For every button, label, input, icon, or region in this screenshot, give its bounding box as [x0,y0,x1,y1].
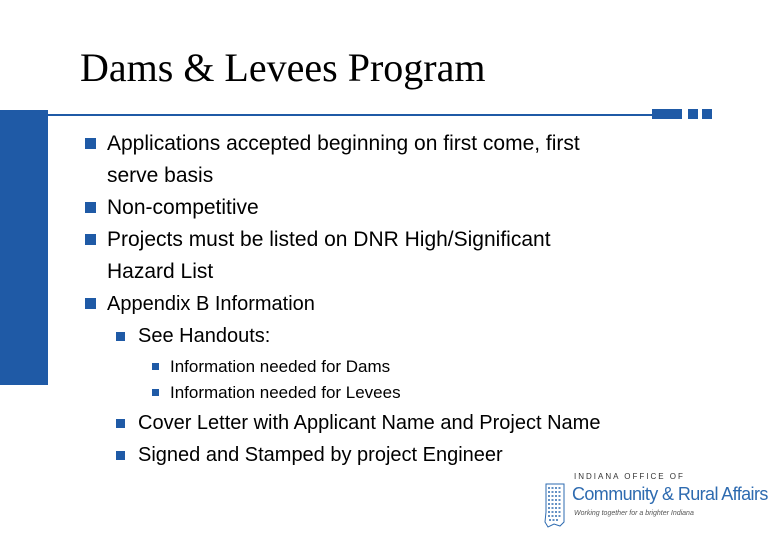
bullet-line: Projects must be listed on DNR High/Significant [107,228,551,251]
bullet-line: Appendix B Information [107,293,315,315]
bullet-square-icon [152,363,159,370]
rule-end-block [702,109,712,119]
logo-text-line: Working together for a brighter Indiana [574,510,694,517]
slide-title: Dams & Levees Program [80,45,486,90]
sub-sub-bullet-line: Information needed for Levees [170,383,401,402]
sub-sub-bullet-item [170,353,390,381]
sub-bullet-line: Signed and Stamped by project Engineer [138,444,503,466]
bullet-square-icon [116,451,125,460]
rule-end-block [688,109,698,119]
sub-bullet-item [138,439,503,471]
bullet-line: serve basis [107,164,214,187]
bullet-square-icon [85,138,96,149]
bullet-item [107,128,580,192]
bullet-square-icon [116,419,125,428]
sub-bullet-item [138,407,600,439]
bullet-square-icon [85,202,96,213]
indiana-map-icon [542,482,568,528]
bullet-item [107,192,259,224]
ocra-logo [542,470,768,532]
sub-bullet-line: See Handouts: [138,325,271,347]
logo-text-line: Community & Rural Affairs [572,484,768,504]
rule-end-block [652,109,682,119]
bullet-line: Non-competitive [107,196,259,219]
bullet-item [107,224,551,288]
sub-bullet-item [138,320,270,352]
bullet-line: Hazard List [107,260,214,283]
bullet-line: Applications accepted beginning on first come, first [107,132,580,155]
bullet-square-icon [85,234,96,245]
sub-bullet-line: Cover Letter with Applicant Name and Project Name [138,412,601,434]
logo-text-line: INDIANA OFFICE OF [574,472,685,481]
left-accent-bar [0,110,48,385]
title-underline [48,114,652,116]
sub-sub-bullet-line: Information needed for Dams [170,357,391,376]
bullet-square-icon [152,389,159,396]
bullet-square-icon [116,332,125,341]
bullet-square-icon [85,298,96,309]
sub-sub-bullet-item [170,379,401,407]
bullet-item [107,288,315,320]
